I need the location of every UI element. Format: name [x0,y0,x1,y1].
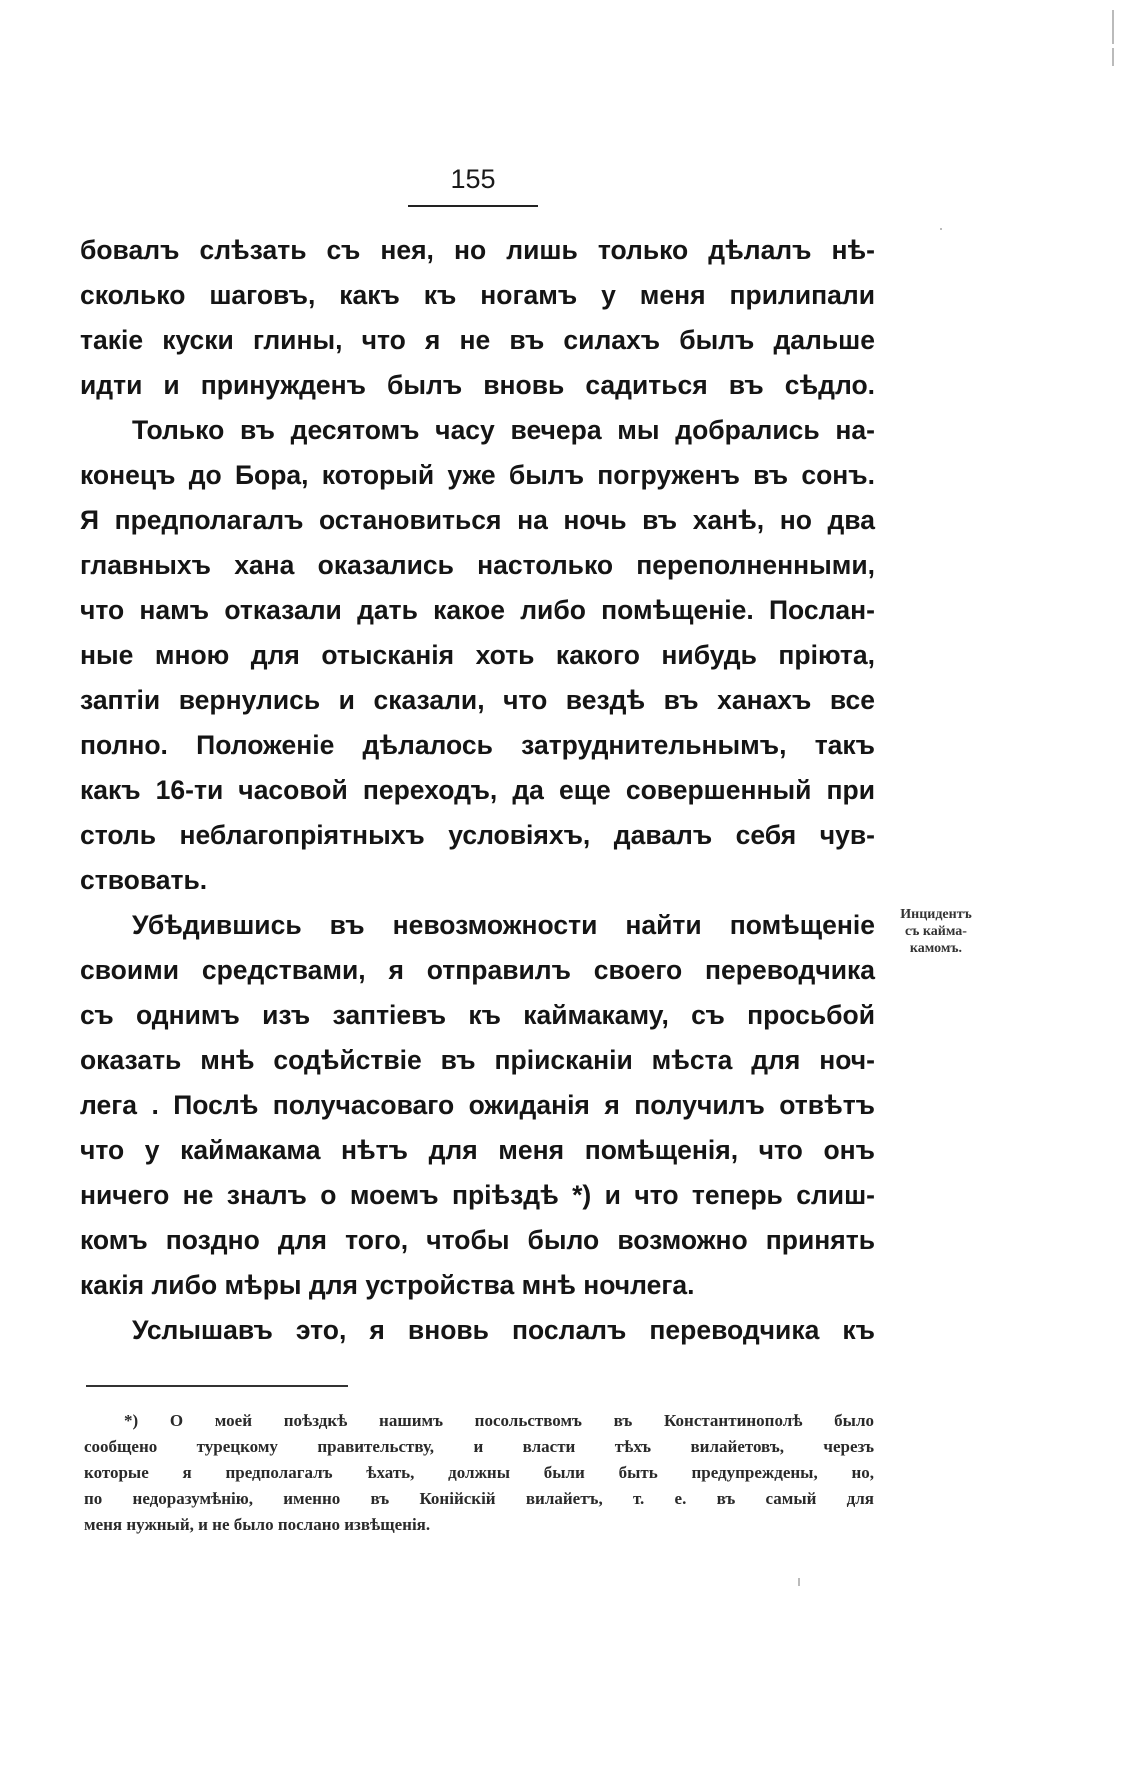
footnote-line: сообщено турецкому правительству, и власти тѣхъ вилайетовъ, черезъ [84,1437,874,1456]
text-line: главныхъ хана оказались настолько переполненными, [80,550,875,580]
text-line: какъ 16-ти часовой переходъ, да еще совершенный при [80,775,875,805]
text-line: что намъ отказали дать какое либо помѣщеніе. Послан- [80,595,875,625]
text-line: ные мною для отысканія хоть какого нибудь пріюта, [80,640,875,670]
text-line: заптіи вернулись и сказали, что вездѣ въ ханахъ все [80,685,875,715]
text-line: ничего не зналъ о моемъ пріѣздѣ *) и что теперь слиш- [80,1180,875,1210]
text-line: комъ поздно для того, чтобы было возможно принять [80,1225,875,1255]
text-line: ствовать. [80,865,208,895]
footnote-rule [86,1385,348,1387]
margin-note-line: Инцидентъ [900,907,972,922]
paragraph-start-line: Только въ десятомъ часу вечера мы добрались на- [132,415,875,445]
footnote-line: меня нужный, и не было послано извѣщенія. [84,1515,431,1534]
text-line: оказать мнѣ содѣйствіе въ пріисканіи мѣста для ноч- [80,1045,875,1075]
margin-note-line: камомъ. [909,941,963,956]
scan-speck [1112,48,1114,66]
text-line: какія либо мѣры для устройства мнѣ ночлега. [80,1270,695,1300]
page-number: 155 [450,164,496,194]
paragraph-start-line: Услышавъ это, я вновь послалъ переводчика къ [132,1315,875,1345]
text-line: столь неблагопріятныхъ условіяхъ, давалъ себя чув- [80,820,875,850]
text-line: лега . Послѣ получасоваго ожиданія я получилъ отвѣтъ [80,1090,875,1120]
paragraph-start-line: Убѣдившись въ невозможности найти помѣщеніе [132,910,875,940]
scan-speck [1112,10,1114,44]
text-line: такіе куски глины, что я не въ силахъ былъ дальше [80,325,875,355]
text-line: сколько шаговъ, какъ къ ногамъ у меня прилипали [80,280,875,310]
text-line: своими средствами, я отправилъ своего переводчика [80,955,875,985]
footnote [84,1408,874,1538]
text-line: Я предполагалъ остановиться на ночь въ ханѣ, но два [80,505,875,535]
margin-note [882,906,990,957]
text-line: идти и принужденъ былъ вновь садиться въ сѣдло. [80,370,875,400]
footnote-line: по недоразумѣнію, именно въ Конійскій вилайетъ, т. е. въ самый для [84,1489,874,1508]
footnote-line: которые я предполагалъ ѣхать, должны были быть предупреждены, но, [84,1463,874,1482]
text-line: съ однимъ изъ заптіевъ къ каймакаму, съ просьбой [80,1000,875,1030]
main-text [80,228,875,1353]
text-line: конецъ до Бора, который уже былъ погруженъ въ сонъ. [80,460,875,490]
margin-note-line: съ кайма- [905,924,967,939]
scan-speck [940,228,942,230]
scan-speck [798,1578,800,1586]
page-number-rule [408,205,538,207]
text-line: полно. Положеніе дѣлалось затруднительнымъ, такъ [80,730,875,760]
text-line: что у каймакама нѣтъ для меня помѣщенія, что онъ [80,1135,875,1165]
text-line: бовалъ слѣзать съ нея, но лишь только дѣлалъ нѣ- [80,235,875,265]
footnote-line: *) О моей поѣздкѣ нашимъ посольствомъ въ Константинополѣ было [124,1411,874,1430]
